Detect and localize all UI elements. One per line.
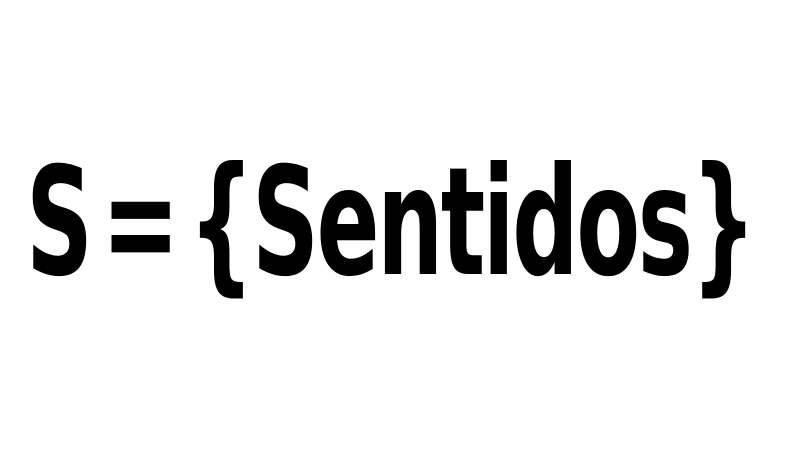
equals-sign: = — [101, 136, 178, 310]
set-symbol: S — [26, 136, 91, 310]
set-element-word: Sentidos — [252, 136, 691, 310]
set-equation — [26, 108, 786, 338]
open-brace: { — [188, 136, 253, 310]
equation-text — [26, 136, 755, 310]
close-brace: } — [690, 136, 755, 310]
